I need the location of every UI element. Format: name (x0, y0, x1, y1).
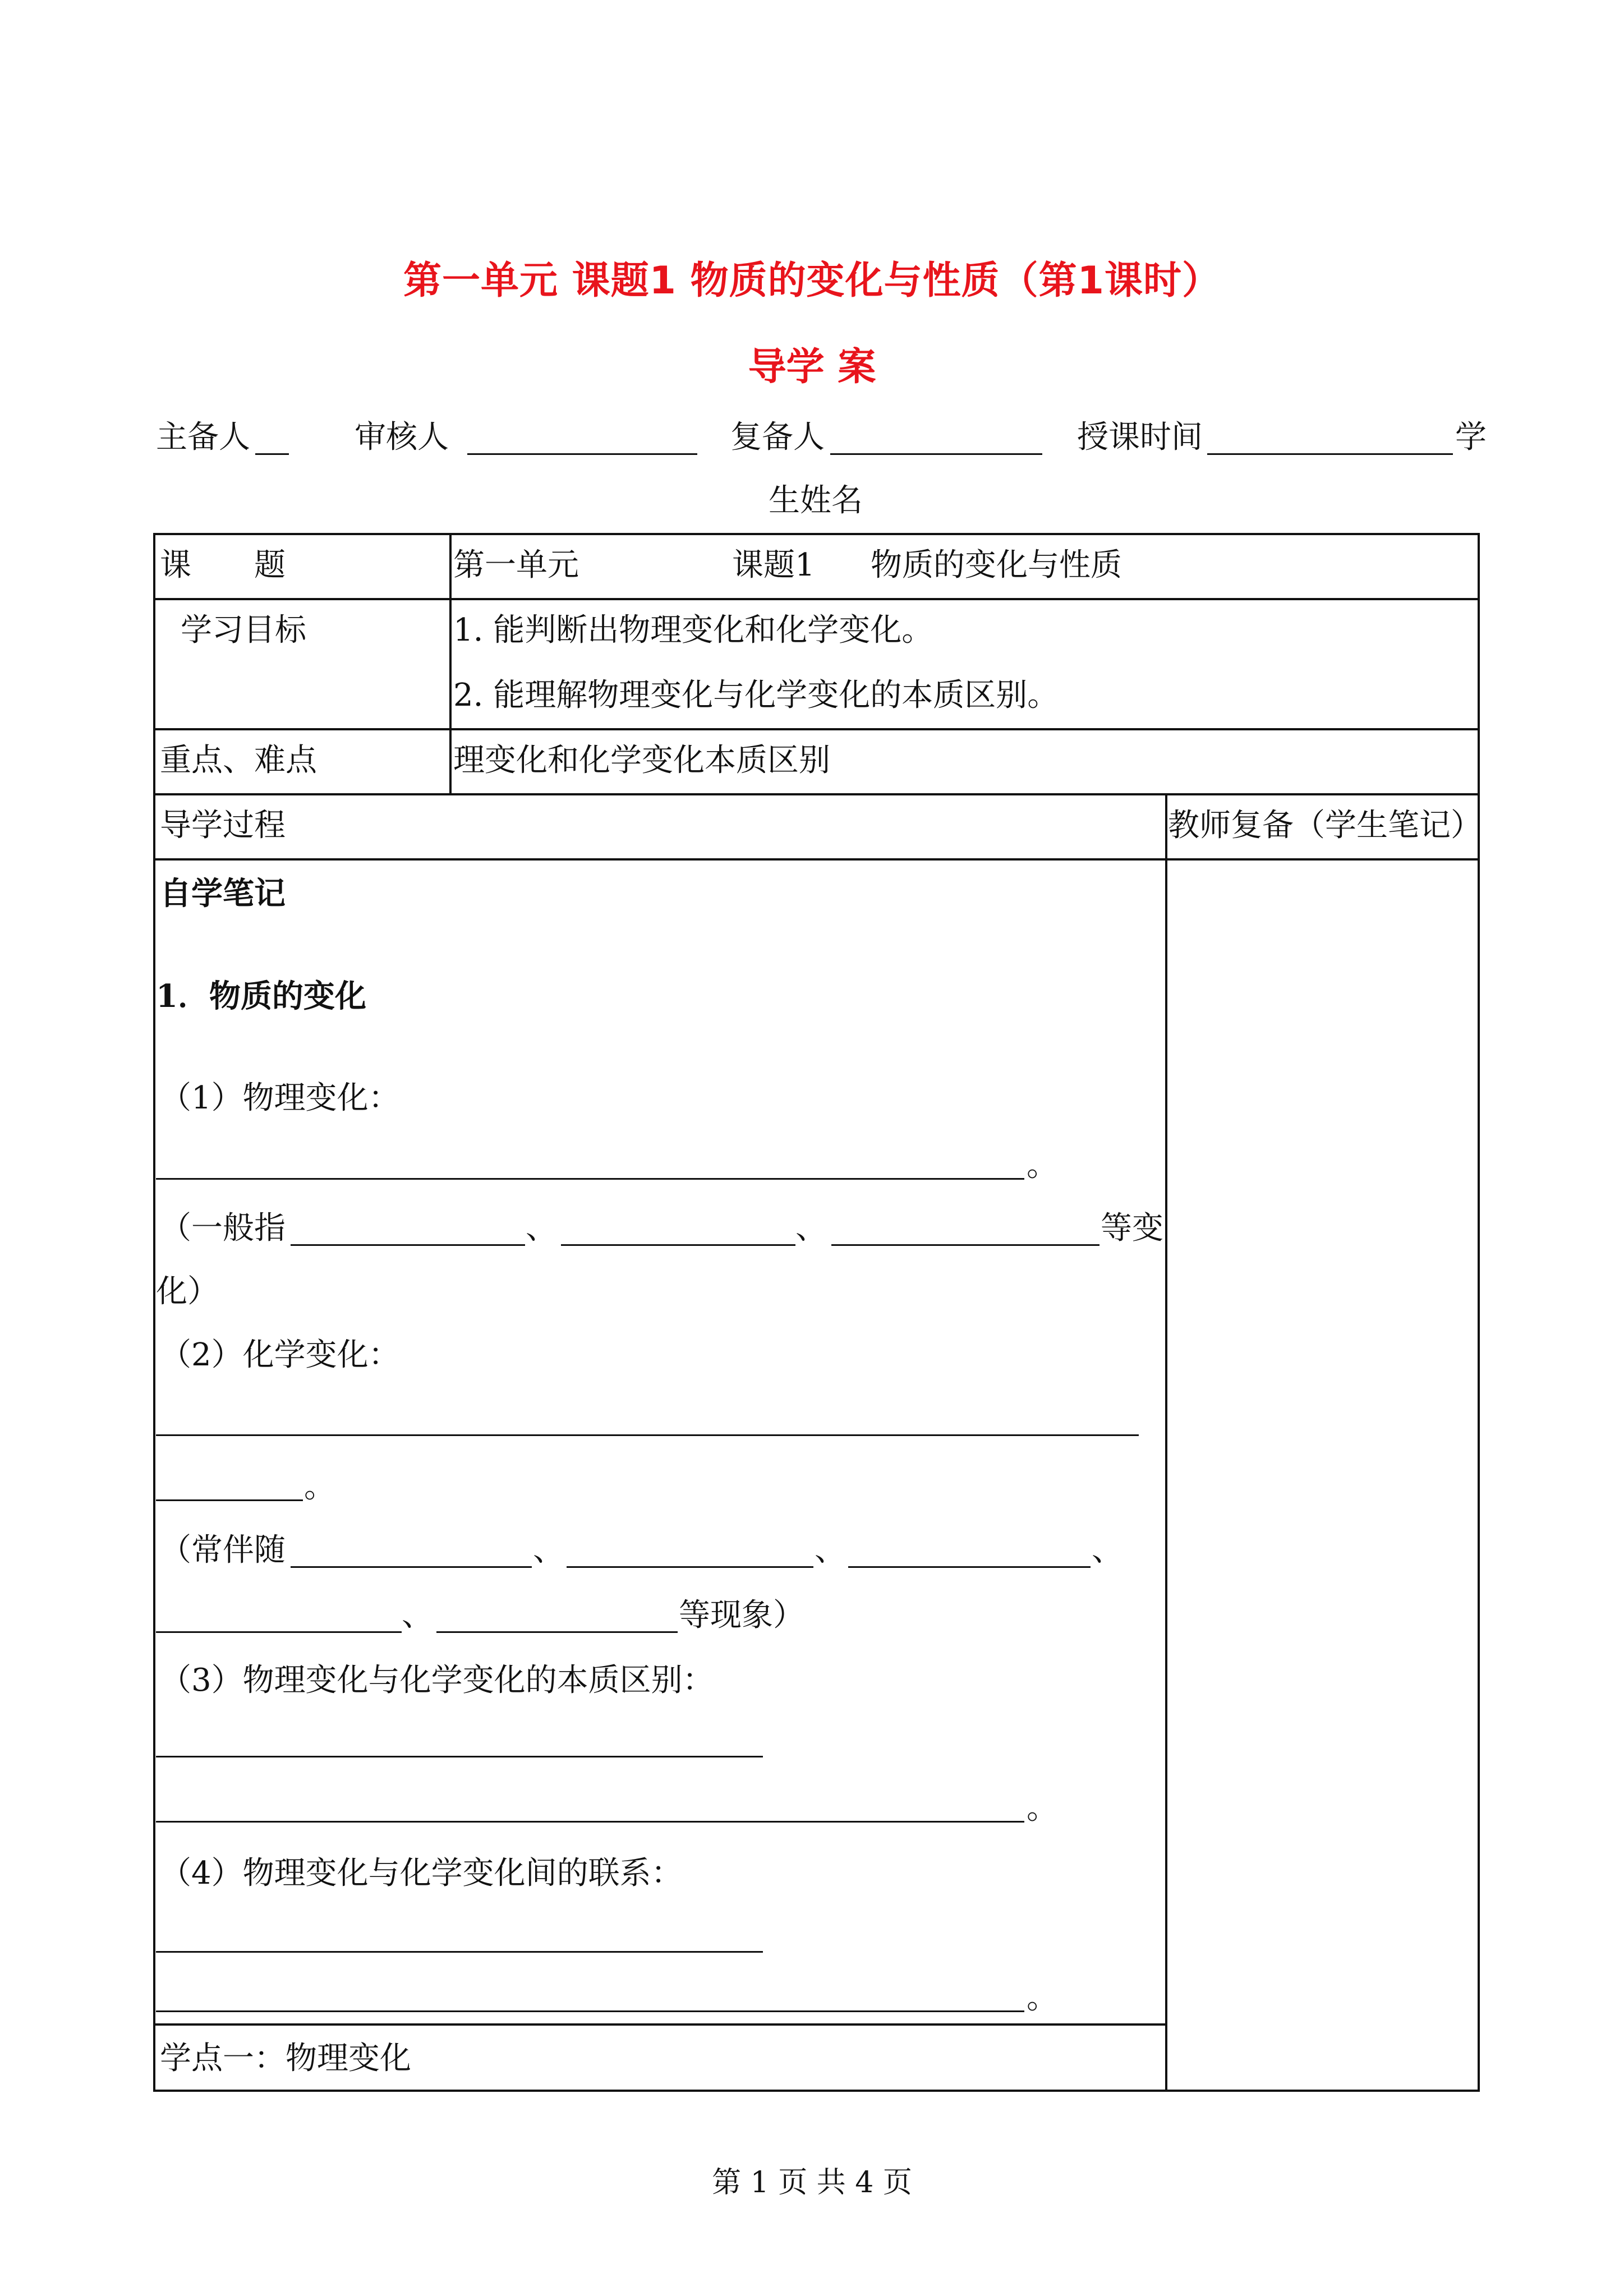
teach-time-label: 授课时间 (1077, 419, 1203, 455)
fill-blank[interactable] (156, 1951, 763, 1953)
hint-open: （一般指 (160, 1210, 286, 1246)
period: 。 (1027, 1147, 1058, 1184)
key-points-value: 理变化和化学变化本质区别 (453, 742, 830, 779)
co-preparer-blank[interactable] (830, 453, 1042, 455)
fill-blank[interactable] (561, 1244, 795, 1246)
table-row-divider (153, 858, 1480, 861)
fill-blank[interactable] (156, 1631, 402, 1633)
table-col-divider (1165, 793, 1167, 2092)
table-border-top (153, 533, 1480, 535)
table-row-divider (153, 598, 1480, 600)
preparer-blank[interactable] (255, 453, 289, 455)
item-physical-change: （1）物理变化： (160, 1080, 400, 1116)
fill-blank[interactable] (156, 1499, 303, 1501)
fill-blank[interactable] (156, 1178, 1024, 1180)
hint-open: （常伴随 (160, 1532, 286, 1568)
table-row-divider (153, 793, 1480, 795)
separator: 、 (526, 1210, 557, 1246)
table-row-divider (153, 2023, 1167, 2026)
separator: 、 (815, 1532, 846, 1568)
separator: 、 (795, 1210, 827, 1246)
hint-wrap: 化） (156, 1273, 219, 1310)
goal-item: 1. 能判断出物理变化和化学变化。 (453, 612, 933, 648)
table-border-left (153, 533, 155, 2092)
fill-blank[interactable] (848, 1566, 1091, 1568)
section-heading: 1．物质的变化 (156, 978, 366, 1015)
table-border-bottom (153, 2090, 1480, 2092)
topic-name: 物质的变化与性质 (871, 547, 1122, 583)
period: 。 (1027, 1790, 1058, 1826)
table-row-divider (153, 728, 1480, 730)
fill-blank[interactable] (156, 1821, 1024, 1823)
item-chemical-change: （2）化学变化： (160, 1337, 400, 1373)
period: 。 (304, 1469, 335, 1505)
student-name-label-start: 学 (1455, 419, 1487, 455)
fill-blank[interactable] (831, 1244, 1099, 1246)
separator: 、 (402, 1597, 433, 1634)
page-number: 第 1 页 共 4 页 (712, 2166, 912, 2200)
topic-unit: 第一单元 (453, 547, 579, 583)
period: 。 (1027, 1980, 1058, 2016)
hint-close: 等变 (1101, 1210, 1163, 1246)
item-essential-difference: （3）物理变化与化学变化的本质区别： (160, 1662, 714, 1699)
fill-blank[interactable] (567, 1566, 813, 1568)
reviewer-blank[interactable] (467, 453, 697, 455)
page-title: 第一单元 课题1 物质的变化与性质（第1课时） (403, 259, 1221, 303)
page-subtitle: 导学 案 (748, 345, 876, 389)
table-col-divider (449, 533, 452, 795)
student-name-label-end: 生姓名 (769, 482, 863, 519)
fill-blank[interactable] (156, 2010, 1024, 2012)
point-heading: 学点一：物理变化 (160, 2040, 411, 2077)
separator: 、 (533, 1532, 564, 1568)
separator: 、 (1092, 1532, 1123, 1568)
hint-close: 等现象） (679, 1597, 804, 1634)
teach-time-blank[interactable] (1207, 453, 1453, 455)
process-label: 导学过程 (160, 807, 286, 844)
co-preparer-label: 复备人 (730, 419, 825, 455)
reviewer-label: 审核人 (355, 419, 449, 455)
self-study-heading: 自学笔记 (160, 875, 286, 912)
topic-lesson: 课题1 (732, 547, 815, 583)
fill-blank[interactable] (291, 1244, 525, 1246)
goals-label: 学习目标 (181, 612, 306, 648)
fill-blank[interactable] (291, 1566, 532, 1568)
key-points-label: 重点、难点 (160, 742, 317, 779)
table-border-right (1478, 533, 1480, 2092)
fill-blank[interactable] (156, 1434, 1139, 1436)
fill-blank[interactable] (436, 1631, 678, 1633)
goal-item: 2. 能理解物理变化与化学变化的本质区别。 (453, 677, 1059, 714)
fill-blank[interactable] (156, 1756, 763, 1757)
item-relation: （4）物理变化与化学变化间的联系： (160, 1855, 683, 1892)
topic-label: 课 题 (160, 547, 286, 583)
preparer-label: 主备人 (156, 419, 250, 455)
teacher-notes-label: 教师复备（学生笔记） (1168, 807, 1482, 844)
